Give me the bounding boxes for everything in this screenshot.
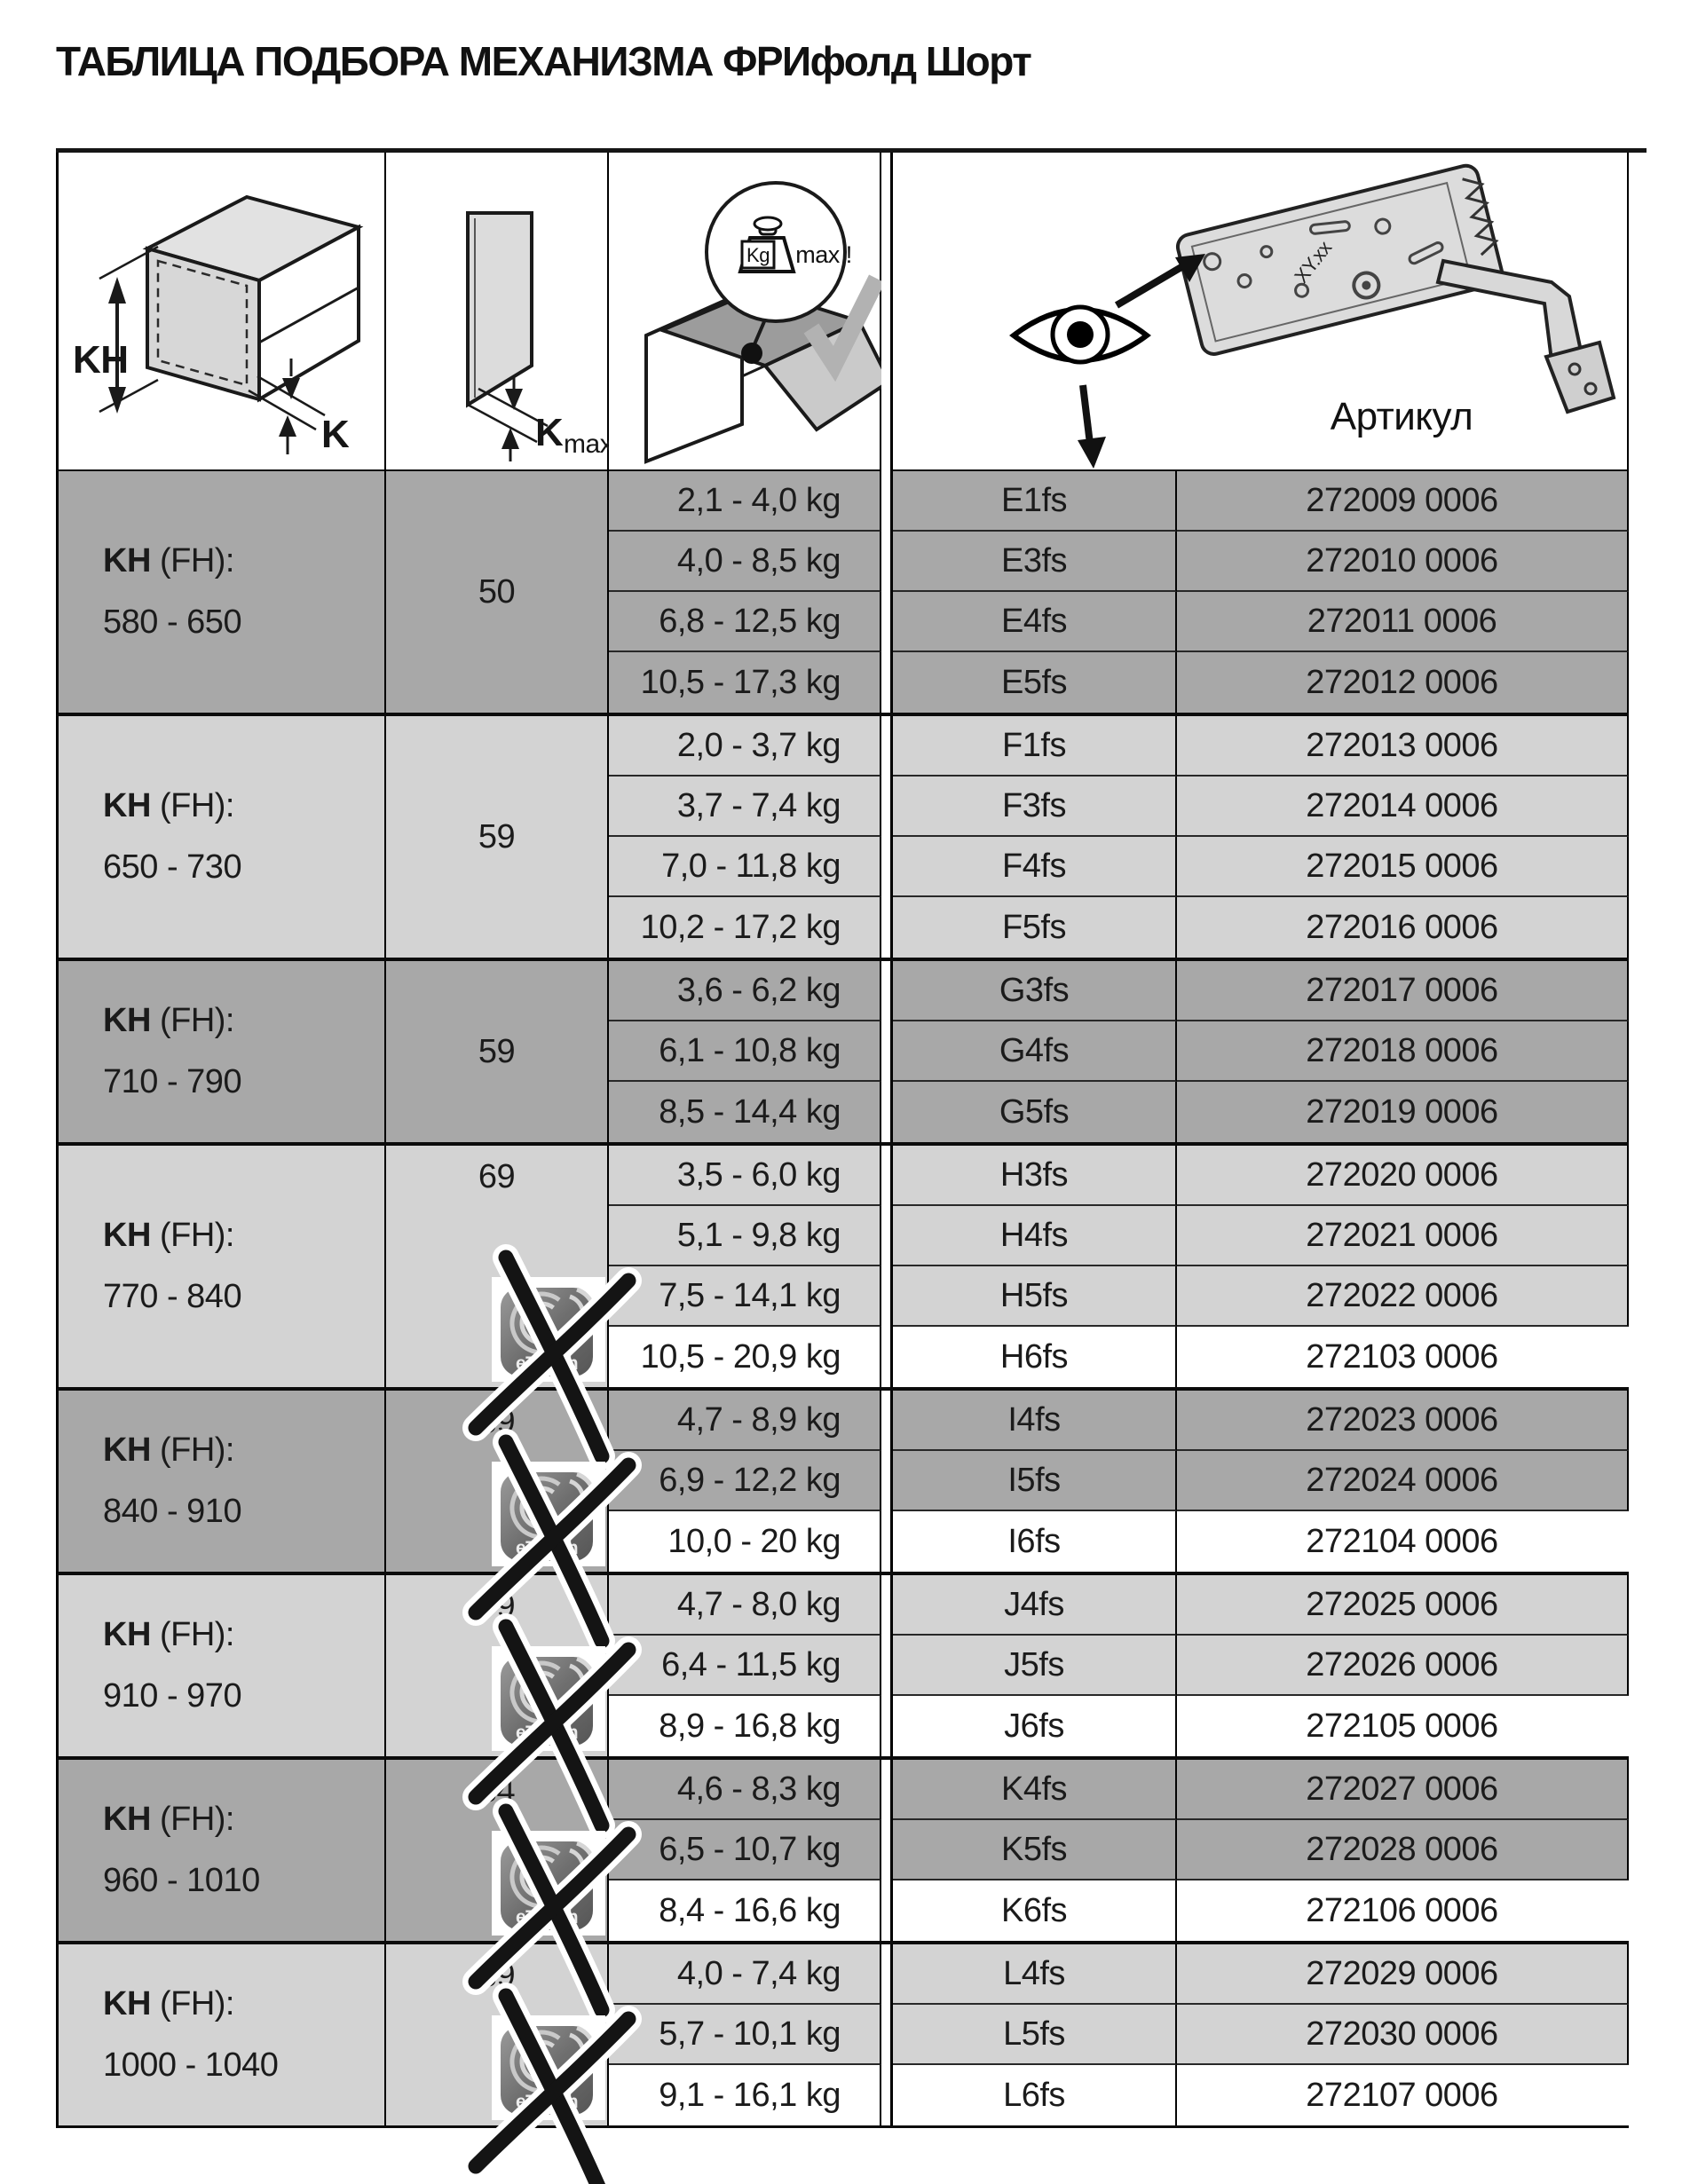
kh-heading: KH (FH): [103,787,234,824]
column-gap [881,1391,893,1572]
kg-max-label: max ! [795,241,852,268]
fs-code-cell: E5fs [893,652,1177,713]
weight-cell: 4,0 - 8,5 kg [609,532,881,592]
column-gap [881,1146,893,1387]
weight-cell: 6,5 - 10,7 kg [609,1820,881,1880]
article-cell: 272022 0006 [1177,1266,1629,1327]
article-cell: 272025 0006 [1177,1575,1629,1636]
fs-code-cell: G3fs [893,961,1177,1021]
weight-cell: 3,6 - 6,2 kg [609,961,881,1021]
header-column-gap [881,153,893,476]
kh-range: 840 - 910 [103,1493,242,1530]
article-cell: 272011 0006 [1177,592,1629,652]
etouch-crossed-icon [492,1462,605,1566]
etouch-label: eTouch [515,1907,579,1928]
artikul-header-label: Артикул [1330,395,1473,438]
etouch-crossed-icon [492,1831,605,1936]
weight-cell: 7,0 - 11,8 kg [609,837,881,897]
kh-group [56,1760,1629,1944]
article-cell: 272028 0006 [1177,1820,1629,1880]
header-weight-cell [609,153,881,476]
article-cell: 272019 0006 [1177,1082,1629,1142]
fs-code-cell: G4fs [893,1021,1177,1082]
header-cabinet-cell [59,153,386,476]
article-cell: 272024 0006 [1177,1451,1629,1511]
article-cell: 272029 0006 [1177,1944,1629,2005]
article-cell: 272023 0006 [1177,1391,1629,1451]
etouch-label: eTouch [515,1723,579,1743]
article-cell: 272027 0006 [1177,1760,1629,1820]
cross-out-icon [476,1996,628,2184]
kh-heading: KH (FH): [103,1985,234,2022]
article-cell: 272013 0006 [1177,716,1629,777]
fs-code-cell: I4fs [893,1391,1177,1451]
kmax-sub-label: max [564,430,609,459]
weight-cell: 4,0 - 7,4 kg [609,1944,881,2005]
article-cell: 272018 0006 [1177,1021,1629,1082]
article-cell: 272009 0006 [1177,471,1629,532]
fs-code-cell: E4fs [893,592,1177,652]
kh-label: KH [73,338,129,382]
weight-cell: 6,4 - 11,5 kg [609,1636,881,1696]
fs-code-cell: J5fs [893,1636,1177,1696]
weight-cell: 10,2 - 17,2 kg [609,897,881,958]
kh-range: 1000 - 1040 [103,2046,279,2084]
kh-range: 580 - 650 [103,603,242,641]
kmax-label: K [535,411,564,454]
k-value: 69 [478,1158,516,1195]
kh-group [56,1575,1629,1760]
weight-cell: 6,8 - 12,5 kg [609,592,881,652]
kh-group [56,1146,1629,1391]
etouch-crossed-icon [492,1277,605,1382]
weight-cell: 8,4 - 16,6 kg [609,1880,881,1941]
fs-code-cell: F1fs [893,716,1177,777]
fs-code-cell: E1fs [893,471,1177,532]
plate-code-label: XY.xx [1290,237,1337,288]
fs-code-cell: E3fs [893,532,1177,592]
etouch-crossed-icon [492,2015,605,2120]
fs-code-cell: J6fs [893,1696,1177,1756]
weight-cell: 4,7 - 8,9 kg [609,1391,881,1451]
fs-code-cell: J4fs [893,1575,1177,1636]
kh-heading: KH (FH): [103,1217,234,1254]
kh-range: 960 - 1010 [103,1862,260,1899]
column-gap [881,716,893,958]
kh-cell [59,1760,386,1941]
header-kmax-cell [386,153,609,476]
weight-cell: 3,7 - 7,4 kg [609,777,881,837]
kh-group [56,961,1629,1146]
weight-cell: 10,5 - 20,9 kg [609,1327,881,1387]
kh-group [56,1944,1629,2128]
kh-group [56,1391,1629,1575]
weight-cell: 3,5 - 6,0 kg [609,1146,881,1206]
k-cell [386,716,609,958]
fs-code-cell: F5fs [893,897,1177,958]
kh-cell [59,1146,386,1387]
kh-cell [59,471,386,713]
fs-code-cell: F3fs [893,777,1177,837]
k-value: 79 [478,1588,516,1625]
k-cell [386,471,609,713]
article-cell: 272030 0006 [1177,2005,1629,2065]
k-value: 89 [478,1957,516,1994]
etouch-label: eTouch [515,1538,579,1558]
table-body [56,471,1629,2128]
article-cell: 272016 0006 [1177,897,1629,958]
kh-heading: KH (FH): [103,1002,234,1039]
fs-code-cell: H4fs [893,1206,1177,1266]
k-value: 50 [478,572,516,611]
kh-cell [59,961,386,1142]
fs-code-cell: G5fs [893,1082,1177,1142]
kh-cell [59,716,386,958]
kh-range: 650 - 730 [103,848,242,886]
fs-code-cell: I5fs [893,1451,1177,1511]
k-cell [386,961,609,1142]
article-cell: 272014 0006 [1177,777,1629,837]
fs-code-cell: H6fs [893,1327,1177,1387]
weight-cell: 6,9 - 12,2 kg [609,1451,881,1511]
weight-cell: 5,1 - 9,8 kg [609,1206,881,1266]
fs-code-cell: K5fs [893,1820,1177,1880]
selection-table [56,153,1629,2128]
weight-cell: 4,6 - 8,3 kg [609,1760,881,1820]
fs-code-cell: K6fs [893,1880,1177,1941]
kh-cell [59,1391,386,1572]
weight-cell: 2,0 - 3,7 kg [609,716,881,777]
article-cell: 272010 0006 [1177,532,1629,592]
fs-code-cell: I6fs [893,1511,1177,1572]
weight-cell: 4,7 - 8,0 kg [609,1575,881,1636]
article-cell: 272026 0006 [1177,1636,1629,1696]
weight-cell: 9,1 - 16,1 kg [609,2065,881,2125]
article-cell: 272107 0006 [1177,2065,1629,2125]
weight-cell: 5,7 - 10,1 kg [609,2005,881,2065]
fs-code-cell: F4fs [893,837,1177,897]
kh-cell [59,1575,386,1756]
article-cell: 272015 0006 [1177,837,1629,897]
weight-cell: 10,0 - 20 kg [609,1511,881,1572]
fs-code-cell: L4fs [893,1944,1177,2005]
kmax-panel-illustration [386,153,609,471]
kh-range: 910 - 970 [103,1677,242,1715]
article-cell: 272021 0006 [1177,1206,1629,1266]
weight-cell: 7,5 - 14,1 kg [609,1266,881,1327]
arrow-to-column-icon [1078,385,1106,469]
k-value: 69 [478,1403,516,1440]
article-cell: 272105 0006 [1177,1696,1629,1756]
weight-cell: 6,1 - 10,8 kg [609,1021,881,1082]
article-cell: 272106 0006 [1177,1880,1629,1941]
kh-heading: KH (FH): [103,1431,234,1469]
weight-cell: 10,5 - 17,3 kg [609,652,881,713]
fs-code-cell: L5fs [893,2005,1177,2065]
etouch-crossed-icon [492,1646,605,1751]
table-header [56,153,1629,471]
kh-cell [59,1944,386,2125]
kh-group [56,471,1629,716]
fs-code-cell: L6fs [893,2065,1177,2125]
page-title: ТАБЛИЦА ПОДБОРА МЕХАНИЗМА ФРИфолд Шорт [56,38,1031,84]
column-gap [881,471,893,713]
article-cell: 272017 0006 [1177,961,1629,1021]
kh-heading: KH (FH): [103,1616,234,1653]
kh-group [56,716,1629,961]
weight-cell: 8,9 - 16,8 kg [609,1696,881,1756]
column-gap [881,1760,893,1941]
column-gap [881,961,893,1142]
kh-heading: KH (FH): [103,1801,234,1838]
kg-badge-label: Kg [746,244,770,266]
column-gap [881,1575,893,1756]
mechanism-illustration [893,153,1629,471]
k-value: 59 [478,1032,516,1070]
fs-code-cell: H3fs [893,1146,1177,1206]
article-cell: 272104 0006 [1177,1511,1629,1572]
article-cell: 272012 0006 [1177,652,1629,713]
kh-range: 710 - 790 [103,1063,242,1100]
kh-range: 770 - 840 [103,1278,242,1315]
k-value: 59 [478,817,516,855]
weight-cell: 8,5 - 14,4 kg [609,1082,881,1142]
article-cell: 272020 0006 [1177,1146,1629,1206]
column-gap [881,1944,893,2125]
k-label: K [321,413,350,456]
fs-code-cell: K4fs [893,1760,1177,1820]
cabinet-kh-illustration [59,153,386,471]
eye-icon [1014,307,1147,362]
header-mechanism-cell [893,153,1629,476]
weight-check-illustration [609,153,881,471]
k-cell [386,1146,609,1387]
kh-heading: KH (FH): [103,542,234,580]
etouch-label: eTouch [515,1353,579,1374]
article-cell: 272103 0006 [1177,1327,1629,1387]
etouch-label: eTouch [515,2092,579,2112]
fs-code-cell: H5fs [893,1266,1177,1327]
k-value: 84 [478,1772,516,1809]
weight-cell: 2,1 - 4,0 kg [609,471,881,532]
